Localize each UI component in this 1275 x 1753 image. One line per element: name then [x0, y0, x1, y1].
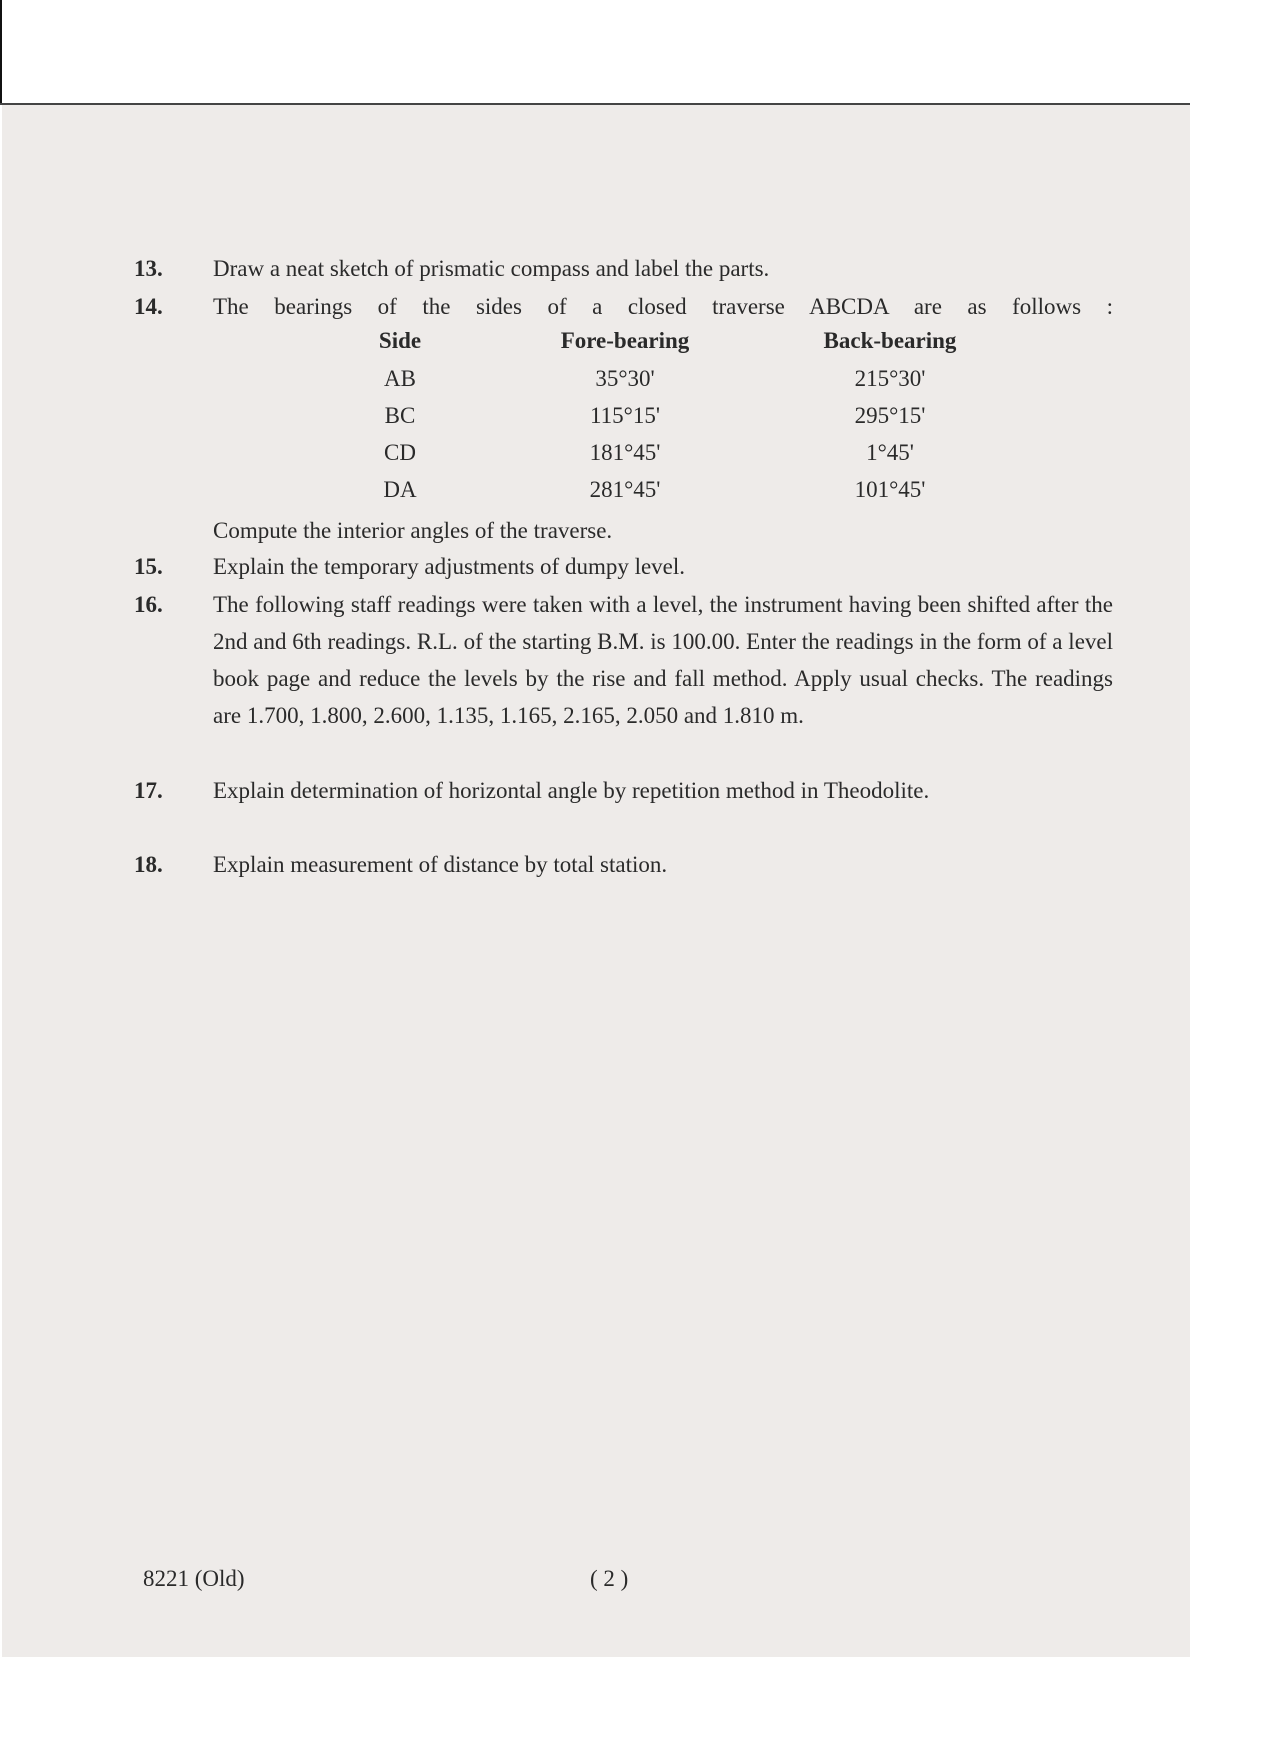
left-edge-line: [0, 0, 2, 104]
table-cell-back-bearing: 215°30': [854, 366, 926, 391]
table-cell-back-bearing: 101°45': [854, 477, 926, 502]
table-cell-fore-bearing: 115°15': [590, 403, 660, 428]
page-number: ( 2 ): [590, 1566, 629, 1591]
table-cell-back-bearing: 295°15': [854, 403, 926, 428]
table-cell-back-bearing: 1°45': [866, 440, 914, 465]
question-text: Compute the interior angles of the traverse.: [213, 518, 613, 543]
question-text: Explain the temporary adjustments of dumpy level.: [213, 554, 686, 579]
table-cell-fore-bearing: 281°45': [589, 477, 661, 502]
question-text: The following staff readings were taken with a level, the instrument having been shifted after the 2nd and 6th readings. R.L. of the starting B.M. is 100.00. Enter the readings in the form of a level book page and reduce the levels by the rise and fall method. Apply usual checks. The readings are 1.700, 1.800, 2.600, 1.135, 1.165, 2.165, 2.050 and 1.810 m.: [213, 592, 1113, 728]
table-cell-side: AB: [384, 366, 416, 391]
question-number: 13.: [134, 256, 163, 281]
table-cell-side: BC: [384, 403, 416, 428]
question-text: Draw a neat sketch of prismatic compass and label the parts.: [213, 256, 770, 281]
table-cell-fore-bearing: 181°45': [589, 440, 661, 465]
question-number: 16.: [134, 592, 163, 617]
question-text: Explain determination of horizontal angle by repetition method in Theodolite.: [213, 778, 930, 803]
table-cell-side: DA: [383, 477, 417, 502]
question-number: 15.: [134, 554, 163, 579]
question-number: 14.: [134, 294, 163, 319]
table-cell-side: CD: [384, 440, 416, 465]
question-number: 18.: [134, 852, 163, 877]
paper-code: 8221 (Old): [143, 1566, 245, 1591]
table-header-fore-bearing: Fore-bearing: [560, 328, 690, 353]
table-header-back-bearing: Back-bearing: [823, 328, 957, 353]
question-text: Explain measurement of distance by total station.: [213, 852, 668, 877]
table-cell-fore-bearing: 35°30': [595, 366, 655, 391]
question-text: The bearings of the sides of a closed traverse ABCDA are as follows :: [213, 294, 1113, 319]
question-number: 17.: [134, 778, 163, 803]
table-header-side: Side: [378, 328, 422, 353]
